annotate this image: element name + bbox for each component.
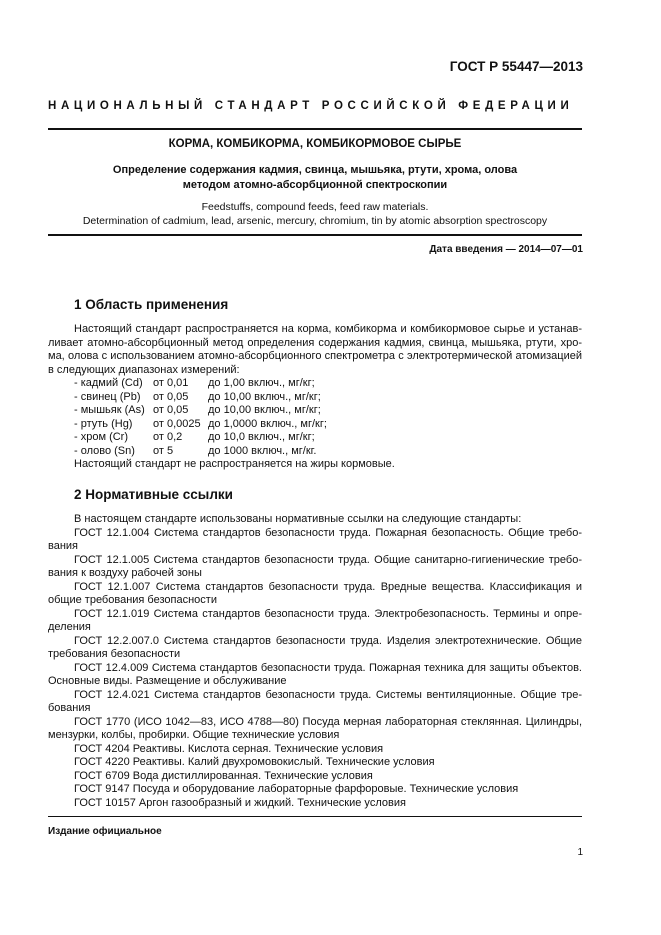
reference-item: ГОСТ 4220 Реактивы. Калий двухромовокислый. Технические условия [74,756,435,768]
range-element: - мышьяк (As) [74,404,145,416]
reference-line: ГОСТ 12.2.007.0 Система стандартов безопасности труда. Изделия электротехнические. Общие [74,634,582,647]
document-title: КОРМА, КОМБИКОРМА, КОМБИКОРМОВОЕ СЫРЬЕ [168,138,462,150]
reference-line: ГОСТ 12.1.019 Система стандартов безопасности труда. Электробезопасность. Термины и опре- [74,607,582,620]
document-number: ГОСТ Р 55447—2013 [449,59,583,74]
range-element: - ртуть (Hg) [74,417,133,430]
range-from: от 0,0025 [153,417,201,430]
reference-item: ГОСТ 10157 Аргон газообразный и жидкий. Технические условия [74,796,406,809]
paragraph-line: ма, олова с использованием атомно-абсорбционного спектрометра с электротермической атомизацией [48,350,582,362]
range-from: от 5 [153,444,174,457]
reference-line: ГОСТ 12.1.007 Система стандартов безопасности труда. Вредные вещества. Классификация и [74,580,582,593]
reference-line: ГОСТ 12.4.021 Система стандартов безопасности труда. Системы вентиляционные. Общие тре- [74,688,582,701]
reference-item [48,716,582,743]
range-to: до 1,0000 включ., мг/кг; [208,417,327,430]
reference-line: ГОСТ 12.1.005 Система стандартов безопасности труда. Общие санитарно-гигиенические требо- [74,553,582,566]
reference-line: деления [48,621,91,633]
range-to: до 10,00 включ., мг/кг; [208,390,321,403]
reference-item: ГОСТ 4204 Реактивы. Кислота серная. Технические условия [74,742,384,755]
range-to: до 10,00 включ., мг/кг; [208,404,321,416]
paragraph-line: ливает атомно-абсорбционный метод определения содержания кадмия, свинца, мышьяка, ртути, хро- [48,336,582,349]
paragraph-line: в следующих диапазонах измерений: [48,363,240,376]
range-element: - олово (Sn) [74,444,135,457]
page-number: 1 [577,847,583,858]
range-from: от 0,2 [153,431,183,443]
reference-item: ГОСТ 6709 Вода дистиллированная. Технические условия [74,769,373,782]
official-edition-label: Издание официальное [48,826,162,837]
reference-item [48,662,582,689]
standard-type-heading: НАЦИОНАЛЬНЫЙ СТАНДАРТ РОССИЙСКОЙ ФЕДЕРАЦИИ [48,100,574,112]
section1-heading: 1 Область применения [74,297,229,312]
reference-line: общие требования безопасности [48,594,217,606]
range-to: до 10,0 включ., мг/кг; [208,431,315,443]
section1-paragraph [48,323,582,377]
normative-references [48,513,582,810]
range-from: от 0,05 [153,390,189,403]
range-element: - хром (Cr) [74,431,129,443]
references-intro: В настоящем стандарте использованы нормативные ссылки на следующие стандарты: [74,513,522,525]
reference-line: мензурки, колбы, пробирки. Общие технические условия [48,729,340,741]
reference-item [48,689,582,716]
reference-line: бования [48,702,91,714]
paragraph-line: Настоящий стандарт распространяется на корма, комбикорма и комбикормовое сырье и устанав- [74,323,582,335]
document-subtitle [48,163,582,193]
introduction-date: Дата введения — 2014—07—01 [429,244,583,255]
reference-line: ГОСТ 1770 (ИСО 1042—83, ИСО 4788—80) Посуда мерная лабораторная стеклянная. Цилиндры, [74,715,582,728]
reference-line: Основные виды. Размещение и обслуживание [48,675,287,687]
reference-line: ГОСТ 12.1.004 Система стандартов безопасности труда. Пожарная безопасность. Общие требо- [74,526,582,539]
reference-item [48,581,582,608]
reference-line: требования безопасности [48,648,181,660]
range-to: до 1,00 включ., мг/кг; [208,377,315,389]
range-from: от 0,05 [153,404,189,416]
range-element: - кадмий (Cd) [74,377,143,389]
subtitle-line: методом атомно-абсорбционной спектроскопии [182,179,448,191]
range-element: - свинец (Pb) [74,390,141,403]
divider-footer [48,816,582,817]
reference-item [48,554,582,581]
divider-top [48,128,582,130]
english-title-line: Feedstuffs, compound feeds, feed raw materials. [201,201,429,213]
reference-line: вания к воздуху рабочей зоны [48,567,202,579]
reference-item [48,635,582,662]
section2-heading: 2 Нормативные ссылки [74,487,233,502]
scope-note-text: Настоящий стандарт не распространяется на жиры кормовые. [74,458,395,470]
divider-title [48,234,582,236]
range-to: до 1000 включ., мг/кг. [208,444,317,457]
reference-line: вания [48,540,79,552]
english-title-line: Determination of cadmium, lead, arsenic, mercury, chromium, tin by atomic absorption spectroscopy [82,214,548,227]
english-title [48,201,582,228]
reference-item [48,527,582,554]
subtitle-line: Определение содержания кадмия, свинца, мышьяка, ртути, хрома, олова [112,164,518,176]
reference-line: ГОСТ 12.4.009 Система стандартов безопасности труда. Пожарная техника для защиты объектов. [74,661,582,674]
reference-item: ГОСТ 9147 Посуда и оборудование лабораторные фарфоровые. Технические условия [74,783,519,795]
reference-item [48,608,582,635]
range-from: от 0,01 [153,377,189,389]
